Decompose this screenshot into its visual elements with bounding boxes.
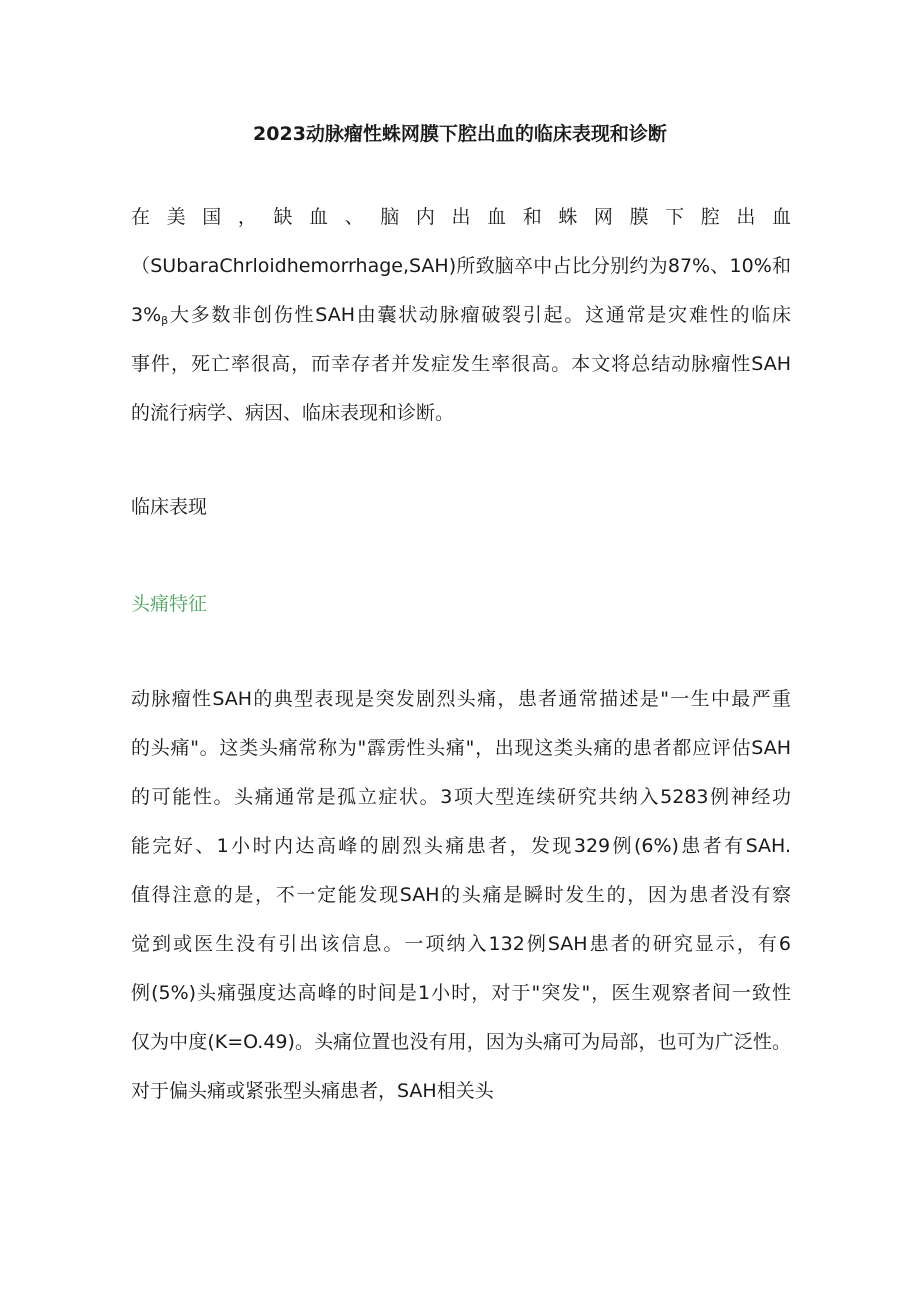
intro-line-1 <box>131 193 791 242</box>
intro-char: 、 <box>344 206 364 228</box>
intro-char: 内 <box>415 206 435 228</box>
intro-char: 和 <box>522 206 542 228</box>
intro-char: 美 <box>166 206 186 228</box>
intro-char: 腔 <box>700 206 720 228</box>
body-line: 的头痛"。这类头痛常称为"霹雳性头痛"，出现这类头痛的患者都应评估SAH <box>131 737 791 759</box>
intro-char: 蛛 <box>558 206 578 228</box>
intro-char: 缺 <box>273 206 293 228</box>
intro-line-4: 事件，死亡率很高，而幸存者并发症发生率很高。本文将总结动脉瘤性SAH <box>131 353 791 375</box>
subsection-heading: 头痛特征 <box>131 593 208 615</box>
intro-line-3-rest: 大多数非创伤性SAH由囊状动脉瘤破裂引起。这通常是灾难性的临床 <box>168 304 791 326</box>
intro-char: ， <box>237 206 257 228</box>
body-line: 的可能性。头痛通常是孤立症状。3项大型连续研究共纳入5283例神经功 <box>131 786 791 808</box>
intro-char: 出 <box>736 206 756 228</box>
intro-char: 出 <box>451 206 471 228</box>
intro-char: 脑 <box>380 206 400 228</box>
body-line: 仅为中度(K=O.49)。头痛位置也没有用，因为头痛可为局部，也可为广泛性。 <box>131 1031 791 1053</box>
intro-char: 网 <box>593 206 613 228</box>
section-heading: 临床表现 <box>131 496 208 518</box>
intro-char: 血 <box>309 206 329 228</box>
intro-line-3 <box>131 291 791 340</box>
intro-line-2: （SUbaraChrloidhemorrhage,SAH)所致脑卒中占比分别约为87%、10%和 <box>131 255 791 277</box>
body-line: 值得注意的是，不一定能发现SAH的头痛是瞬时发生的，因为患者没有察 <box>131 884 791 906</box>
intro-line-3-subscript: β <box>161 314 169 327</box>
intro-char: 血 <box>771 206 791 228</box>
body-line: 能完好、1小时内达高峰的剧烈头痛患者，发现329例(6%)患者有SAH. <box>131 835 791 857</box>
body-line: 觉到或医生没有引出该信息。一项纳入132例SAH患者的研究显示，有6 <box>131 933 791 955</box>
intro-char: 国 <box>202 206 222 228</box>
document-title: 2023动脉瘤性蛛网膜下腔出血的临床表现和诊断 <box>253 123 667 145</box>
intro-char: 膜 <box>629 206 649 228</box>
body-paragraph <box>131 675 791 1116</box>
body-line: 例(5%)头痛强度达高峰的时间是1小时，对于"突发"，医生观察者间一致性 <box>131 982 791 1004</box>
intro-line-5: 的流行病学、病因、临床表现和诊断。 <box>131 402 455 424</box>
intro-char: 在 <box>131 206 151 228</box>
body-line: 对于偏头痛或紧张型头痛患者，SAH相关头 <box>131 1080 494 1102</box>
body-line: 动脉瘤性SAH的典型表现是突发剧烈头痛，患者通常描述是"一生中最严重 <box>131 688 791 710</box>
intro-line-3-prefix: 3% <box>131 304 162 326</box>
intro-paragraph <box>131 193 791 438</box>
intro-char: 下 <box>665 206 685 228</box>
intro-char: 血 <box>487 206 507 228</box>
